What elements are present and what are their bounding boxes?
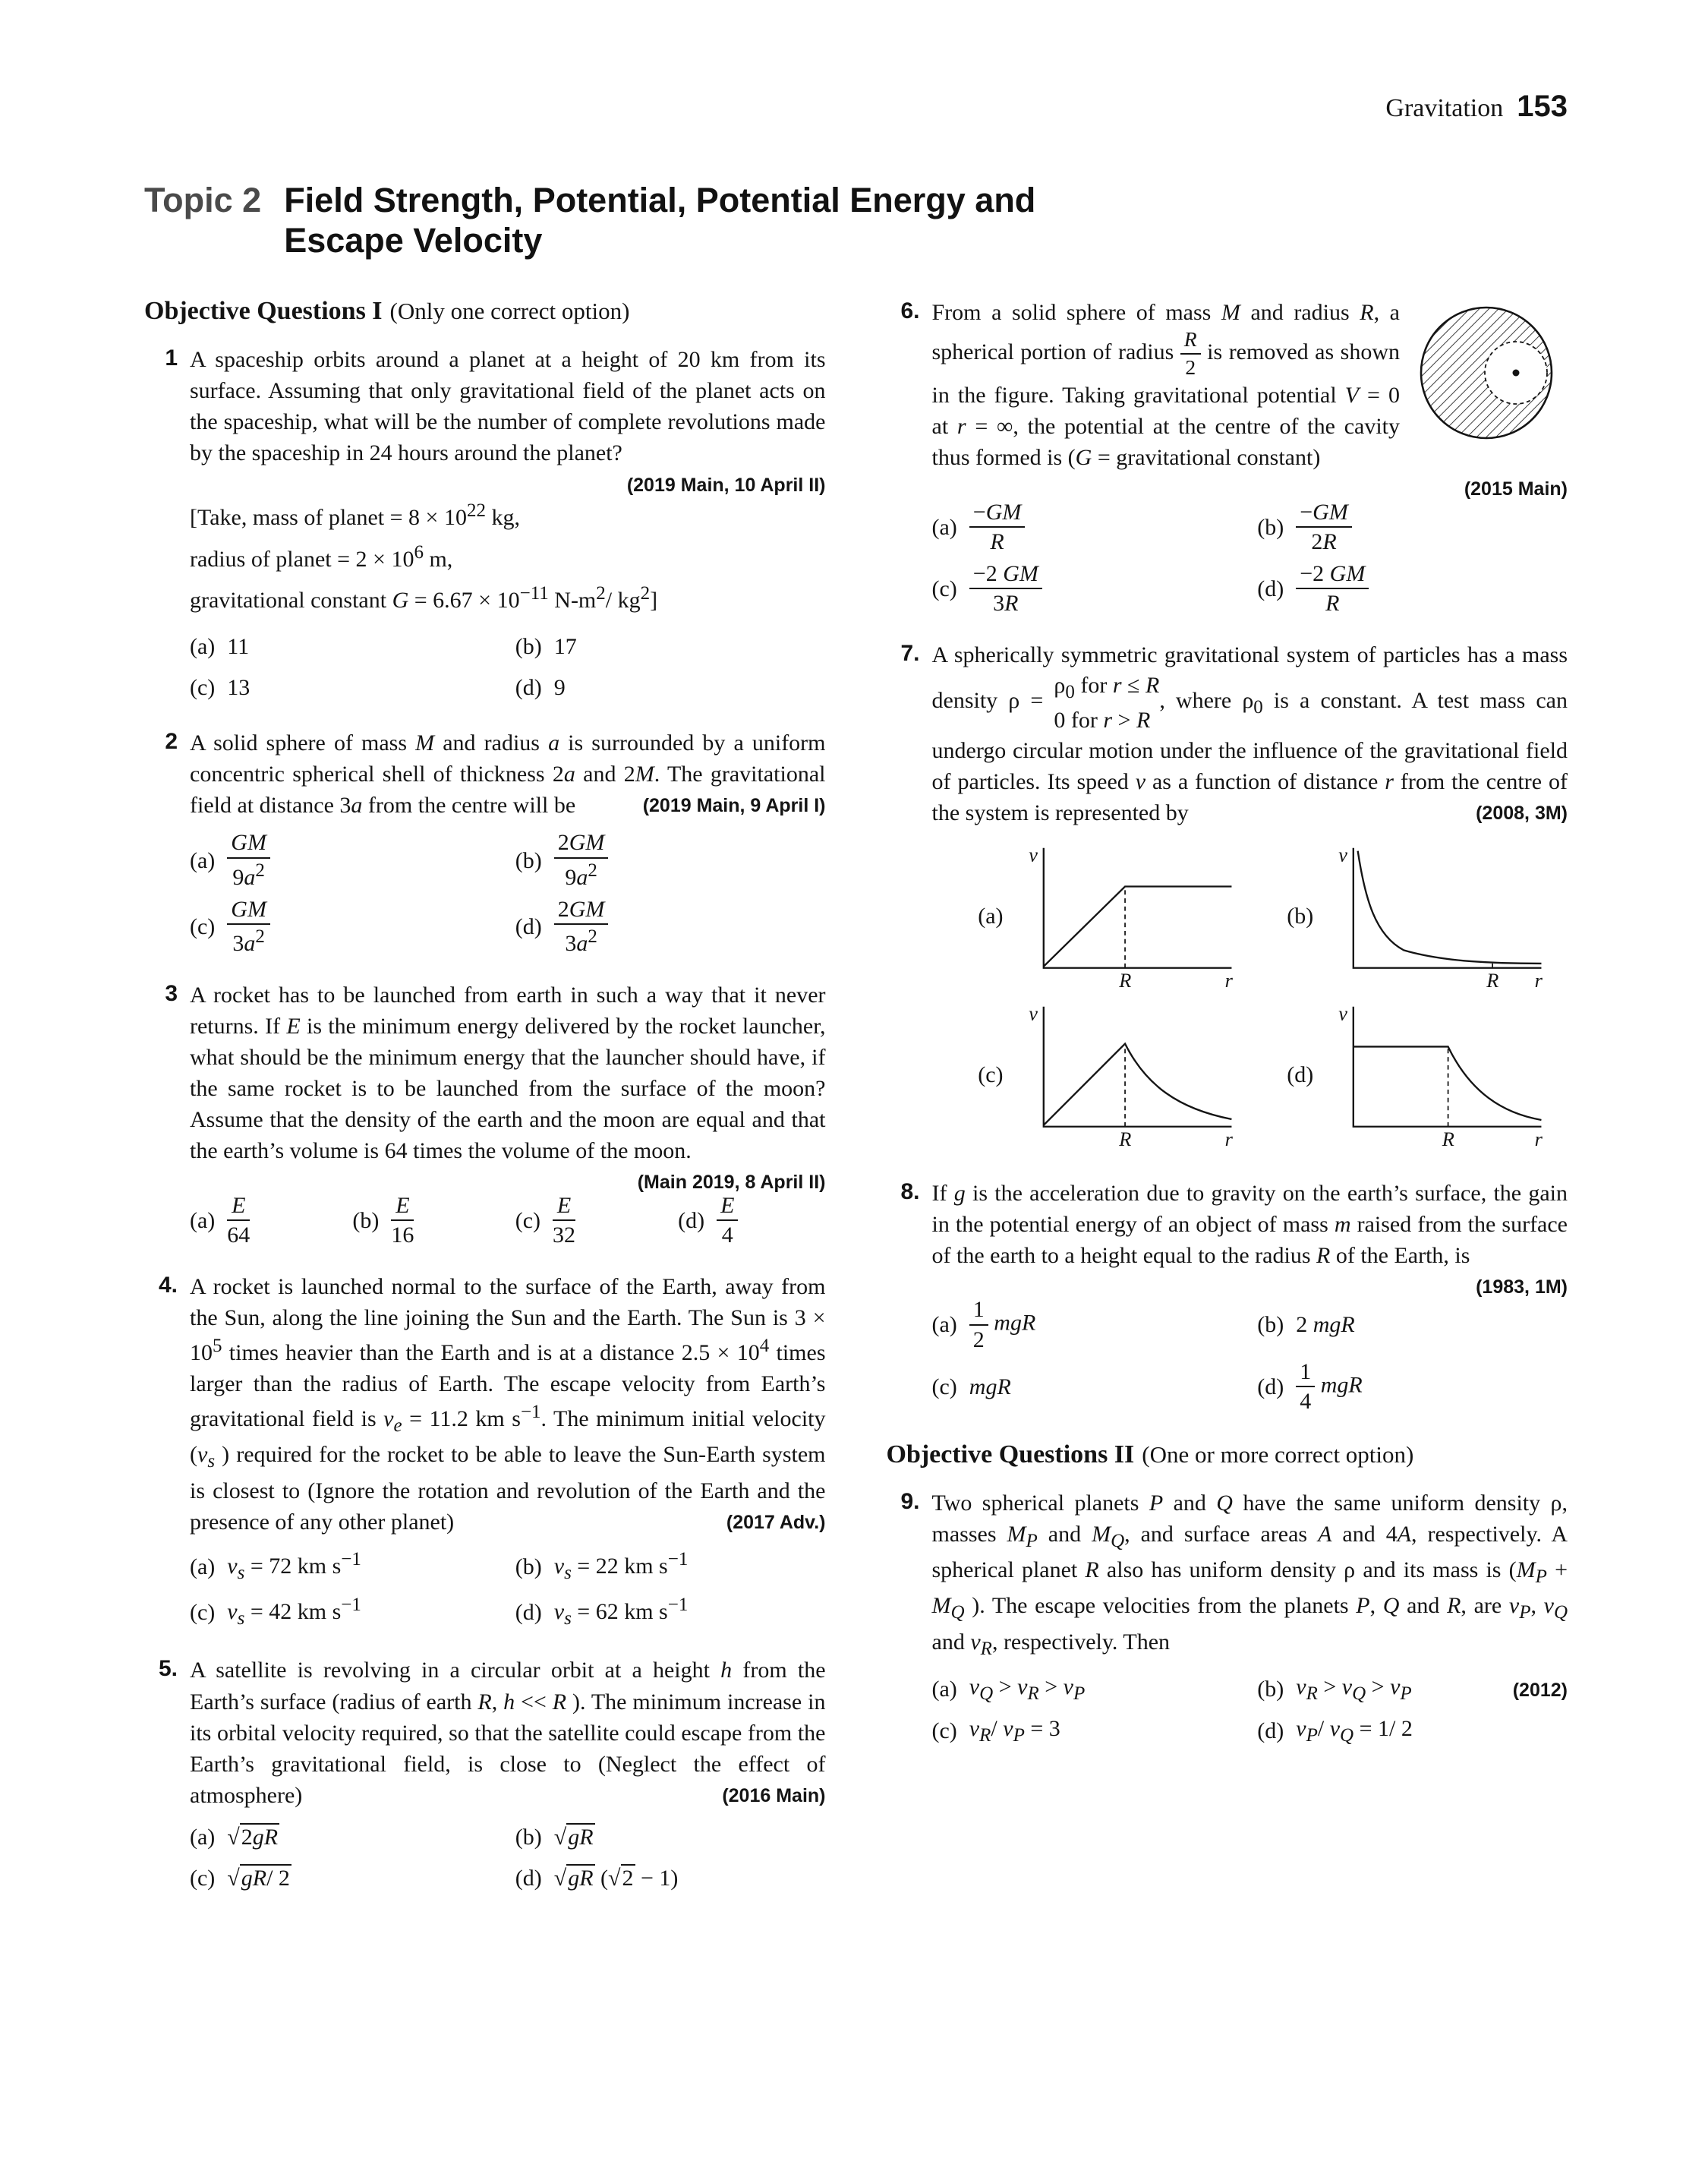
options-wrapper [932,1671,1568,1749]
option-label: (b) [515,1554,542,1579]
option [190,897,500,957]
option-value: $\frac{GM}{3a^2}$ [227,897,270,957]
option-label: (c) [190,674,216,700]
question-text: A spherically symmetric gravitational system of particles has a mass density ρ = $\rho_0$ for r ≤ R 0 for r > R , where $\rho_0$ is a constant. A test mass can undergo circular motion under the influence of the gravitational field of particles. Its speed v as a function of distance r from the centre of the system is represented by (2008, 3M) [931,642,1568,825]
option [190,1547,500,1586]
options-list [932,1671,1568,1749]
question-text: A rocket has to be launched from earth in such a way that it never returns. If E is the minimum energy delivered by the rocket launcher, what should be the minimum energy that the launcher should have, if the same rocket is to be launched from the surface of the moon? Assume that the density of the earth and the moon are equal and that the earth’s volume is 64 times the volume of the moon. (Main 2019, 8 April II) [190,982,826,1194]
graph-c [967,1001,1258,1149]
y-axis-label: v [1338,844,1348,866]
x-axis-label: r [1224,1128,1233,1149]
option-label: (b) [1257,514,1284,540]
option [515,1820,826,1855]
option [515,1547,826,1586]
option [932,1297,1243,1352]
left-column [144,297,826,1919]
graph-a-curve [1043,886,1231,966]
options-list [932,500,1568,617]
option-value: $\frac{-GM}{2R}$ [1296,500,1352,555]
option-label: (c) [190,913,216,939]
question-text: Two spherical planets P and Q have the same uniform density ρ, masses $M_P$ and $M_Q$, and surface areas A and 4A, respectively. A spherical planet R also has uniform density ρ and its mass is ($M_P + M_Q$ ). The escape velocities from the planets P, Q and R, are $v_P$, $v_Q$ and $v_R$, respectively. Then [931,1490,1568,1659]
option-label: (a) [190,847,216,873]
option-value: 11 [227,633,250,659]
section-title: Objective Questions II [886,1440,1135,1468]
question-2 [144,727,826,957]
graph-d-plot [1322,1001,1550,1149]
question-text: If g is the acceleration due to gravity on the earth’s surface, the gain in the potential energy of an object of mass m raised from the surface of the earth to a height equal to the radius R of the Earth, is (1983, 1M) [931,1180,1568,1298]
options-list [190,830,826,956]
graph-b [1277,842,1568,990]
option-label: (b) [515,1825,542,1850]
graph-d-curve [1353,1046,1542,1120]
question-number: 9. [900,1488,920,1514]
options-list [190,629,826,705]
option [515,1193,663,1248]
option-value: $\frac{E}{32}$ [553,1192,576,1248]
page-header [144,90,1568,124]
option-value: √2gR [227,1825,279,1850]
radius-tick-label: R [1118,969,1131,990]
option-value: $v_s = 72$ km $s^{-1}$ [227,1548,361,1583]
option-label: (a) [931,1676,957,1702]
option [515,897,826,957]
option-value: $\frac{1}{4}$ mgR [1296,1359,1363,1415]
option-value: $\frac{GM}{9a^2}$ [227,830,270,890]
option-label: (c) [931,1374,957,1399]
question-7 [887,639,1568,1155]
graph-letter: (b) [1287,903,1314,929]
option-label: (c) [190,1599,216,1625]
question-text: From a solid sphere of mass M and radius R, a spherical portion of radius $\frac{R}{2}$ is removed as shown in the figure. Taking gravitational potential V = 0 at r = ∞, the potential at the centre of the cavity thus formed is (G = gravitational constant) (2015 Main) [931,300,1568,500]
option-value: $\frac{2GM}{3a^2}$ [554,897,609,957]
option-label: (d) [678,1207,705,1233]
question-text: A rocket is launched normal to the surface of the Earth, away from the Sun, along the line joining the Sun and the Earth. The Sun is $3 \times 10^5$ times heavier than the Earth and is at a distance $2.5 \times 10^4$ times larger than the radius of Earth. The escape velocity from Earth’s gravitational field is $v_e = 11.2$ km $s^{-1}$. The minimum initial velocity ($v_s$ ) required for the rocket to be able to leave the Sun-Earth system is closest to (Ignore the rotation and revolution of the Earth and the presence of any other planet) (2017 Adv.) [190,1273,826,1535]
question-given-data: [Take, mass of planet = $8 \times 10^{22}$ kg, radius of planet = $2 \times 10^6$ m, gravitational constant $G = 6.67 \times 10^{-11}$ $N-m^2/$ $kg^2$] [190,500,658,614]
graph-b-plot [1322,842,1550,990]
options-list [190,1820,826,1896]
question-1 [144,344,826,705]
radius-tick-label: R [1486,969,1499,990]
option-label: (c) [515,1207,541,1233]
option-value: $\frac{E}{4}$ [717,1193,738,1248]
x-axis-label: r [1224,969,1233,990]
cavity-centre-dot [1513,370,1520,377]
option-label: (d) [515,913,542,939]
topic-title-line2: Escape Velocity [284,221,543,260]
question-number: 8. [900,1178,920,1204]
option [515,670,826,705]
page-number: 153 [1517,90,1568,123]
option [190,1820,500,1855]
option-label: (c) [931,576,957,601]
graph-axes [1043,848,1231,968]
option [515,1861,826,1896]
topic-heading [144,180,1568,260]
option-label: (a) [931,514,957,540]
question-text: A solid sphere of mass M and radius a is surrounded by a uniform concentric spherical shell of thickness 2a and 2M. The gravitational field at distance 3a from the centre will be (2019 Main, 9 April I) [190,730,826,819]
question-number: 2 [165,729,178,755]
option [515,830,826,890]
graph-letter: (a) [978,903,1004,929]
option-label: (a) [190,1554,216,1579]
option-value: $v_Q > v_R > v_P$ [969,1674,1086,1704]
option-value: $\frac{-2 GM}{3R}$ [969,561,1042,617]
options-list [190,1193,826,1248]
option-value: $v_R/$ $v_P = 3$ [969,1716,1060,1746]
section-heading-objective-1 [144,297,826,326]
question-number: 7. [900,640,920,666]
graph-c-plot [1013,1001,1240,1149]
option [190,1861,500,1896]
option [932,561,1243,617]
x-axis-label: r [1534,969,1543,990]
option [1257,561,1568,617]
speed-vs-distance-graphs [967,842,1568,1149]
option-value: $\frac{E}{64}$ [227,1192,251,1248]
option [932,1359,1243,1415]
question-year-tag: (2012) [1512,1679,1568,1701]
section-title: Objective Questions I [144,297,383,326]
option-label: (a) [190,1825,216,1850]
option-label: (a) [190,633,216,659]
option-label: (c) [190,1866,216,1891]
question-4 [144,1271,826,1633]
option-label: (d) [1257,1374,1284,1399]
option-value: 17 [553,633,577,659]
section-heading-objective-2 [887,1440,1568,1469]
question-number: 1 [165,345,178,371]
option-label: (b) [515,847,542,873]
question-number: 6. [900,298,920,324]
option-value: 2 mgR [1296,1312,1355,1338]
topic-title [284,180,1035,260]
question-5 [144,1655,826,1895]
option-label: (d) [1257,576,1284,601]
y-axis-label: v [1028,1002,1038,1025]
option [190,1193,337,1248]
option [190,629,500,664]
option-value: $v_R > v_Q > v_P$ [1296,1674,1412,1704]
option [190,830,500,890]
option-value: $\frac{-2 GM}{R}$ [1296,561,1369,617]
option-value: √gR/ 2 [227,1866,290,1891]
graph-a-plot [1013,842,1240,990]
option-label: (d) [515,674,542,700]
question-3 [144,980,826,1248]
graph-d [1277,1001,1568,1149]
option-value: √gR [553,1825,594,1850]
question-text: A spaceship orbits around a planet at a height of 20 km from its surface. Assuming that only gravitational field of the planet acts on the spaceship, what will be the number of complete revolutions made by the spaceship in 24 hours around the planet? (2019 Main, 10 April II) [190,347,826,496]
option-value: $\frac{-GM}{R}$ [969,500,1026,555]
y-axis-label: v [1338,1002,1348,1025]
option-value: √gR (√2 − 1) [553,1866,679,1891]
options-list [932,1297,1568,1414]
option-value: $v_P/$ $v_Q = 1/$ 2 [1296,1716,1413,1746]
option-label: (b) [1257,1312,1284,1338]
question-number: 5. [158,1656,178,1682]
sphere-cavity-figure-svg [1412,298,1568,447]
option [515,1592,826,1632]
topic-title-line1: Field Strength, Potential, Potential Energy and [284,181,1036,219]
option [932,1713,1243,1749]
graph-a [967,842,1258,990]
option [678,1193,825,1248]
graph-axes [1353,848,1542,968]
option-label: (b) [352,1207,380,1233]
question-9 [887,1487,1568,1749]
two-column-layout [144,297,1568,1919]
right-column [887,297,1568,1919]
question-6 [887,297,1568,617]
graph-letter: (d) [1287,1062,1314,1087]
graph-letter: (c) [978,1062,1004,1087]
sphere-cavity-figure [1412,298,1568,447]
option [515,629,826,664]
question-number: 4. [158,1272,178,1298]
option-value: mgR [969,1374,1011,1399]
graph-axes [1353,1007,1542,1127]
radius-tick-label: R [1118,1128,1131,1149]
option [1257,1297,1568,1352]
option [932,500,1243,555]
option-label: (a) [931,1312,957,1338]
question-number: 3 [165,980,178,1006]
option-value: $\frac{2GM}{9a^2}$ [554,830,609,890]
option-value: $v_s = 22$ km $s^{-1}$ [553,1548,689,1583]
option-value: $v_s = 42$ km $s^{-1}$ [227,1595,361,1629]
option [1257,1713,1568,1749]
graph-b-curve [1358,851,1542,964]
y-axis-label: v [1028,844,1038,866]
option [1257,500,1568,555]
option-label: (a) [190,1207,216,1233]
option-value: 9 [553,674,566,700]
option [190,1592,500,1632]
radius-tick-label: R [1442,1128,1455,1149]
graph-c-curve [1043,1043,1231,1125]
question-8 [887,1178,1568,1415]
option-label: (b) [1257,1676,1284,1702]
option-value: $v_s = 62$ km $s^{-1}$ [553,1595,689,1629]
section-subtitle: (Only one correct option) [389,298,630,325]
option [352,1193,499,1248]
option-label: (d) [515,1599,542,1625]
option-value: $\frac{E}{16}$ [391,1192,414,1248]
chapter-name: Gravitation [1385,94,1504,122]
x-axis-label: r [1534,1128,1543,1149]
option-label: (b) [515,633,542,659]
option [932,1671,1243,1707]
option-label: (d) [515,1866,542,1891]
option-value: 13 [227,674,251,700]
option-label: (c) [931,1718,957,1744]
graph-axes [1043,1007,1231,1127]
option-label: (d) [1257,1718,1284,1744]
options-list [190,1547,826,1633]
question-text: A satellite is revolving in a circular orbit at a height h from the Earth’s surface (radius of earth R, h << R ). The minimum increase in its orbital velocity required, so that the satellite could escape from the Earth’s gravitational field, is close to (Neglect the effect of atmosphere) (2016 Main) [190,1658,826,1808]
section-subtitle: (One or more correct option) [1142,1440,1414,1468]
topic-label: Topic 2 [144,181,262,219]
option-value: $\frac{1}{2}$ mgR [969,1297,1036,1352]
option [1257,1359,1568,1415]
option [190,670,500,705]
